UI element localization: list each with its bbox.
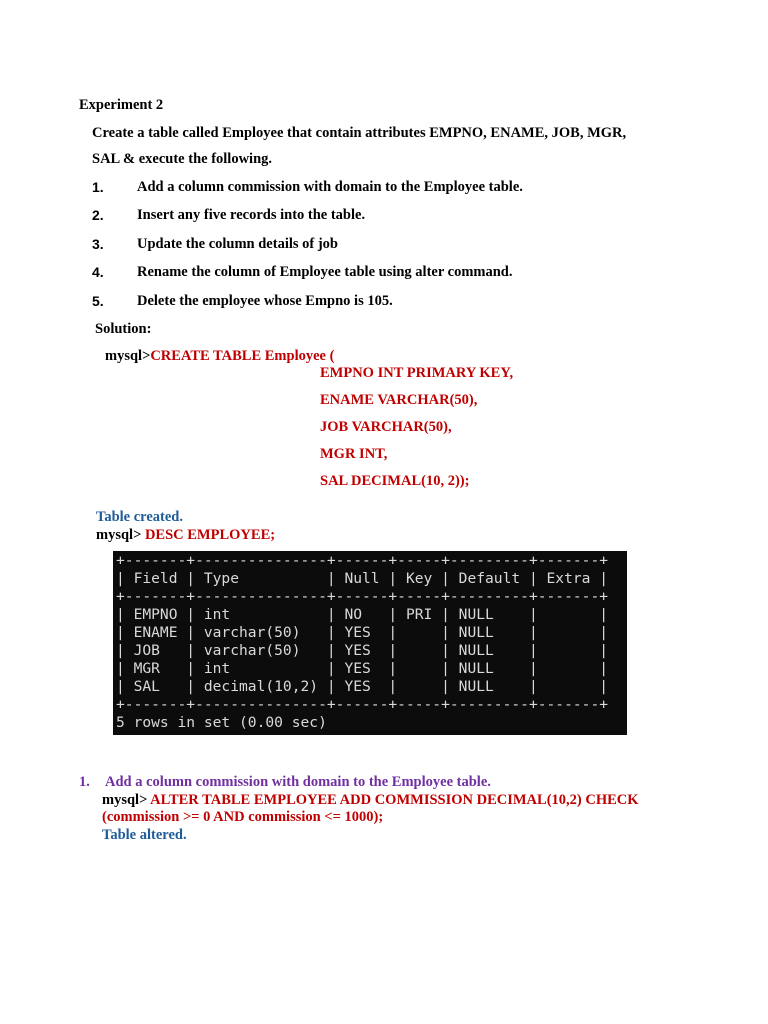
mysql-prompt: mysql> bbox=[102, 792, 148, 808]
intro-text-line1: Create a table called Employee that contain attributes EMPNO, ENAME, JOB, MGR, bbox=[92, 125, 627, 141]
intro-text-line2: SAL & execute the following. bbox=[92, 151, 273, 167]
task-text: Add a column commission with domain to the Employee table. bbox=[137, 179, 523, 195]
create-column-ename: ENAME VARCHAR(50), bbox=[320, 392, 478, 408]
task1-section-number: 1. bbox=[79, 774, 90, 790]
create-table-command bbox=[105, 347, 334, 365]
console-screenshot bbox=[113, 551, 627, 735]
create-column-empno: EMPNO INT PRIMARY KEY, bbox=[320, 365, 514, 381]
task-number: 4. bbox=[92, 264, 104, 280]
table-created-message: Table created. bbox=[96, 509, 183, 525]
alter-command-line1 bbox=[102, 791, 639, 809]
desc-command bbox=[96, 526, 275, 544]
task-number: 1. bbox=[92, 179, 104, 195]
alter-sql: ALTER TABLE EMPLOYEE ADD COMMISSION DECIMAL(10,2) CHECK bbox=[150, 792, 639, 808]
experiment-title: Experiment 2 bbox=[79, 97, 164, 113]
mysql-prompt: mysql> bbox=[105, 348, 151, 364]
create-column-sal: SAL DECIMAL(10, 2)); bbox=[320, 473, 470, 489]
task-text: Update the column details of job bbox=[137, 236, 338, 252]
solution-label: Solution: bbox=[95, 321, 152, 337]
task-number: 5. bbox=[92, 293, 104, 309]
alter-command-line2: (commission >= 0 AND commission <= 1000); bbox=[102, 809, 384, 825]
table-altered-message: Table altered. bbox=[102, 827, 187, 843]
task-text: Rename the column of Employee table using alter command. bbox=[137, 264, 513, 280]
task-number: 2. bbox=[92, 207, 104, 223]
task-text: Delete the employee whose Empno is 105. bbox=[137, 293, 393, 309]
create-table-sql: CREATE TABLE Employee ( bbox=[150, 348, 335, 364]
task1-section-heading: Add a column commission with domain to the Employee table. bbox=[105, 774, 491, 790]
create-column-job: JOB VARCHAR(50), bbox=[320, 419, 452, 435]
task-number: 3. bbox=[92, 236, 104, 252]
task-text: Insert any five records into the table. bbox=[137, 207, 366, 223]
mysql-prompt: mysql> bbox=[96, 527, 142, 543]
desc-sql: DESC EMPLOYEE; bbox=[144, 527, 276, 543]
console-output: +-------+---------------+------+-----+---------+-------+ | Field | Type | Null | Key | Default | Extra | +-------+---------------+------+-----+---------+-------+ | EMPNO | int | NO | PRI | NULL | | | ENAME | varchar(50) | YES | | NULL | | | JOB | varchar(50) | YES | | NULL | | | MGR | int | YES | | NULL | | | SAL | decimal(10,2) | YES | | NULL | | +-------+---------------+------+-----+---------+-------+ 5 rows in set (0.00 sec) bbox=[116, 552, 609, 731]
create-column-mgr: MGR INT, bbox=[320, 446, 388, 462]
